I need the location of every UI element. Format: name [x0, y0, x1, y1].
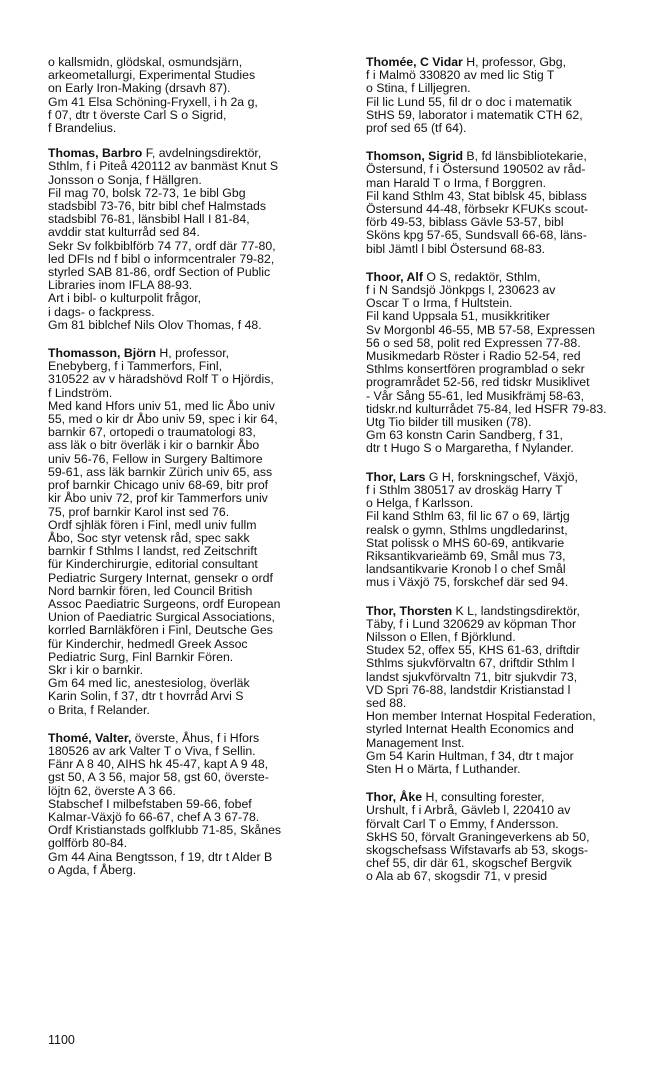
entry-text: G H, forskningschef, Växjö, — [425, 469, 578, 484]
biography-entry — [366, 791, 656, 883]
entry-text: Gm 41 Elsa Schöning-Fryxell, i h 2a g, — [48, 94, 258, 109]
entry-text: Oscar T o Irma, f Hultstein. — [366, 296, 513, 311]
entry-surname: Thomas, — [48, 146, 99, 161]
entry-text: VD Spri 76-88, landstdir Kristianstad l — [366, 682, 571, 697]
entry-text: Musikmedarb Röster i Radio 52-54, red — [366, 349, 581, 364]
entry-text: Fil kand Sthlm 43, Stat biblsk 45, biblass — [366, 188, 587, 203]
entry-given-name: Lars — [396, 469, 426, 484]
entry-text: Gm 63 konstn Carin Sandberg, f 31, — [366, 428, 563, 443]
entry-text: on Early Iron-Making (drsavh 87). — [48, 81, 231, 96]
entry-text: Utg Tio bilder till musiken (78). — [366, 415, 532, 430]
entry-text: Sekr Sv folkbiblförb 74 77, ordf där 77-80, — [48, 238, 276, 253]
entry-text: stadsbibl 76-81, länsbibl Hall I 81-84, — [48, 212, 250, 227]
entry-text: Sv Morgonbl 46-55, MB 57-58, Expressen — [366, 322, 595, 337]
entry-text: f i Sthlm 380517 av droskäg Harry T — [366, 482, 563, 497]
entry-text: für Kinderchirurgie, editorial consultant — [48, 557, 258, 572]
entry-text: Fil mag 70, bolsk 72-73, 1e bibl Gbg — [48, 185, 246, 200]
entry-text: für Kinderchir, hedmedl Greek Assoc — [48, 636, 248, 651]
entry-text: 59-61, ass läk barnkir Zürich univ 65, ass — [48, 464, 273, 479]
biography-entry — [48, 56, 344, 135]
entry-surname: Thomasson, — [48, 346, 121, 361]
entry-text: SkHS 50, förvalt Graningeverkens ab 50, — [366, 829, 590, 844]
entry-text: Hon member Internat Hospital Federation, — [366, 709, 596, 724]
entry-text: mus i Växjö 75, forskchef där sed 94. — [366, 575, 569, 590]
entry-text: Sthlm, f i Piteå 420112 av banmäst Knut S — [48, 159, 279, 174]
entry-given-name: Thorsten — [396, 603, 453, 618]
entry-given-name: Sigrid — [424, 149, 464, 164]
entry-surname: Thor, — [366, 469, 397, 484]
entry-text: realsk o gymn, Sthlms ungdledarinst, — [366, 522, 568, 537]
entry-text: o Stina, f Lilljegren. — [366, 81, 471, 96]
page-number: 1100 — [48, 1033, 75, 1047]
entry-text: golfförb 80-84. — [48, 836, 128, 851]
entry-surname: Thomson, — [366, 149, 425, 164]
entry-line — [366, 763, 656, 776]
entry-text: Ordf Kristianstads golfklubb 71-85, Skånes — [48, 823, 282, 838]
entry-line — [366, 243, 656, 256]
entry-text: O S, redaktör, Sthlm, — [422, 269, 541, 284]
biography-entry — [366, 271, 656, 456]
entry-text: landst sjukvförvaltn 71, bitr sjukvdir 73, — [366, 669, 578, 684]
entry-text: o Agda, f Åberg. — [48, 862, 137, 877]
entry-text: Gm 54 Karin Hultman, f 34, dtr t major — [366, 748, 574, 763]
biography-entry — [366, 150, 656, 256]
entry-text: Union of Paediatric Surgical Associations, — [48, 610, 275, 625]
entry-text: Kalmar-Växjö fo 66-67, chef A 3 67-78. — [48, 809, 260, 824]
entry-line — [366, 122, 656, 135]
entry-text: gst 50, A 3 56, major 58, gst 60, överste- — [48, 770, 269, 785]
entry-text: Östersund 44-48, förbsekr KFUKs scout- — [366, 202, 589, 217]
entry-text: förb 49-53, biblass Gävle 53-57, bibl — [366, 215, 564, 230]
entry-text: barnkir 67, ortopedi o traumatologi 83, — [48, 425, 256, 440]
entry-text: avddir stat kulturråd sed 84. — [48, 225, 200, 240]
entry-text: prof sed 65 (tf 64). — [366, 121, 467, 136]
entry-line — [48, 122, 344, 135]
entry-text: Fänr A 8 40, AIHS hk 45-47, kapt A 9 48, — [48, 757, 269, 772]
entry-text: Assoc Paediatric Surgeons, ordf European — [48, 596, 281, 611]
entry-text: led DFIs nd f bibl o informcentraler 79-82, — [48, 251, 275, 266]
entry-text: Art i bibl- o kulturpolit frågor, — [48, 291, 202, 306]
entry-line — [48, 864, 344, 877]
entry-text: tidskr.nd kulturrådet 75-84, led HSFR 79-83. — [366, 401, 607, 416]
entry-line — [366, 442, 656, 455]
entry-text: dtr t Hugo S o Margaretha, f Nylander. — [366, 441, 574, 456]
entry-text: i dags- o fackpress. — [48, 304, 155, 319]
entry-given-name: Alf — [403, 269, 423, 284]
entry-text: Riksantikvarieämb 69, Smål mus 73, — [366, 548, 566, 563]
entry-text: Åbo, Soc styr vetensk råd, spec sakk — [48, 530, 250, 545]
biography-entry — [48, 732, 344, 877]
entry-line — [366, 684, 656, 697]
entry-text: ass läk o bitr överläk i kir o barnkir Åbo — [48, 438, 260, 453]
entry-text: skogschefsass Wifstavarfs ab 53, skogs- — [366, 842, 589, 857]
entry-text: styrled SAB 81-86, ordf Section of Public — [48, 265, 271, 280]
entry-text: 56 o sed 58, polit red Expressen 77-88. — [366, 335, 581, 350]
entry-text: landsantikvarie Kronob l o chef Smål — [366, 562, 566, 577]
entry-text: Libraries inom IFLA 88-93. — [48, 278, 193, 293]
entry-text: K L, landstingsdirektör, — [452, 603, 580, 618]
entry-given-name: Åke — [396, 790, 423, 805]
entry-text: man Harald T o Irma, f Borggren. — [366, 175, 546, 190]
entry-text: bibl Jämtl l bibl Östersund 68-83. — [366, 241, 546, 256]
entry-text: Sthlms sjukvförvaltn 67, driftdir Sthlm l — [366, 656, 575, 671]
biography-entry — [48, 347, 344, 717]
entry-line — [48, 319, 344, 332]
left-column — [48, 56, 344, 892]
entry-text: 310522 av v häradshövd Rolf T o Hjördis, — [48, 372, 274, 387]
entry-text: Enebyberg, f i Tammerfors, Finl, — [48, 359, 223, 374]
entry-text: Stabschef I milbefstaben 59-66, fobef — [48, 796, 252, 811]
entry-surname: Thomée, — [366, 55, 417, 69]
entry-text: Urshult, f i Arbrå, Gävleb l, 220410 av — [366, 803, 571, 818]
entry-text: Stat polissk o MHS 60-69, antikvarie — [366, 535, 565, 550]
entry-text: arkeometallurgi, Experimental Studies — [48, 68, 256, 83]
entry-text: Jonsson o Sonja, f Hällgren. — [48, 172, 202, 187]
entry-line — [48, 704, 344, 717]
entry-text: chef 55, dir där 61, skogschef Bergvik — [366, 856, 572, 871]
entry-text: Fil kand Sthlm 63, fil lic 67 o 69, lärtjg — [366, 509, 570, 524]
entry-text: Fil lic Lund 55, fil dr o doc i matematik — [366, 94, 572, 109]
entry-text: f Lindström. — [48, 385, 113, 400]
entry-text: Studex 52, offex 55, KHS 61-63, driftdir — [366, 643, 580, 658]
entry-text: stadsbibl 73-76, bitr bibl chef Halmstads — [48, 199, 267, 214]
biography-entry — [366, 56, 656, 135]
biography-entry — [48, 147, 344, 332]
entry-surname: Thor, — [366, 790, 397, 805]
entry-text: Täby, f i Lund 320629 av köpman Thor — [366, 616, 577, 631]
entry-text: Management Inst. — [366, 735, 465, 750]
entry-given-name: Valter, — [91, 730, 132, 745]
entry-text: Sten H o Märta, f Luthander. — [366, 761, 521, 776]
entry-given-name: C Vidar — [416, 55, 463, 69]
entry-text: f i Malmö 330820 av med lic Stig T — [366, 68, 555, 83]
right-column — [366, 56, 656, 899]
entry-line — [366, 576, 656, 589]
entry-text: H, consulting forester, — [422, 790, 545, 805]
entry-text: Skr i kir o barnkir. — [48, 662, 143, 677]
entry-text: kir Åbo univ 72, prof kir Tammerfors univ — [48, 491, 268, 506]
entry-text: Sköns kpg 57-65, Sundsvall 66-68, läns- — [366, 228, 587, 243]
entry-text: o Helga, f Karlsson. — [366, 496, 474, 511]
entry-text: styrled Internat Health Economics and — [366, 722, 574, 737]
entry-text: F, avdelningsdirektör, — [142, 146, 262, 161]
entry-text: Fil kand Uppsala 51, musikkritiker — [366, 309, 550, 324]
entry-text: löjtn 62, överste A 3 66. — [48, 783, 176, 798]
entry-text: o Ala ab 67, skogsdir 71, v presid — [366, 869, 548, 884]
entry-text: H, professor, — [155, 346, 230, 361]
entry-text: H, professor, Gbg, — [462, 55, 567, 69]
entry-text: 180526 av ark Valter T o Viva, f Sellin. — [48, 743, 256, 758]
entry-text: 75, prof barnkir Karol inst sed 76. — [48, 504, 230, 519]
entry-text: f i N Sandsjö Jönkpgs l, 230623 av — [366, 283, 556, 298]
entry-surname: Thomé, — [48, 730, 92, 745]
entry-given-name: Björn — [120, 346, 156, 361]
entry-line — [366, 870, 656, 883]
entry-text: f 07, dtr t överste Carl S o Sigrid, — [48, 107, 227, 122]
biography-entry — [366, 471, 656, 590]
entry-surname: Thoor, — [366, 269, 404, 284]
entry-text: Gm 64 med lic, anestesiolog, överläk — [48, 676, 250, 691]
entry-text: programrådet 52-56, red tidskr Musiklivet — [366, 375, 590, 390]
entry-text: B, fd länsbibliotekarie, — [463, 149, 587, 164]
entry-text: Karin Solin, f 37, dtr t hovrråd Arvi S — [48, 689, 244, 704]
entry-text: o kallsmidn, glödskal, osmundsjärn, — [48, 55, 243, 69]
entry-text: univ 56-76, Fellow in Surgery Baltimore — [48, 451, 263, 466]
entry-text: Med kand Hfors univ 51, med lic Åbo univ — [48, 398, 275, 413]
entry-text: Pediatric Surgery Internat, gensekr o ordf — [48, 570, 273, 585]
entry-text: Östersund, f i Östersund 190502 av råd- — [366, 162, 586, 177]
entry-text: Gm 44 Aina Bengtsson, f 19, dtr t Alder B — [48, 849, 273, 864]
entry-text: Nilsson o Ellen, f Björklund. — [366, 629, 516, 644]
entry-text: o Brita, f Relander. — [48, 702, 150, 717]
biography-entry — [366, 605, 656, 777]
entry-text: Nord barnkir fören, led Council British — [48, 583, 253, 598]
entry-text: förvalt Carl T o Emmy, f Andersson. — [366, 816, 559, 831]
entry-text: Gm 81 biblchef Nils Olov Thomas, f 48. — [48, 317, 262, 332]
entry-text: f Brandelius. — [48, 121, 117, 136]
entry-text: överste, Åhus, f i Hfors — [131, 730, 260, 745]
entry-text: - Vår Sång 55-61, led Musikfrämj 58-63, — [366, 388, 585, 403]
entry-surname: Thor, — [366, 603, 397, 618]
entry-text: Pediatric Surg, Finl Barnkir Fören. — [48, 649, 234, 664]
entry-text: korrled Barnläkfören i Finl, Deutsche Ges — [48, 623, 273, 638]
entry-text: barnkir f Sthlms l landst, red Zeitschrift — [48, 544, 258, 559]
entry-text: Sthlms konsertfören programblad o sekr — [366, 362, 585, 377]
entry-text: StHS 59, laborator i matematik CTH 62, — [366, 107, 583, 122]
entry-text: 55, med o kir dr Åbo univ 59, spec i kir 64, — [48, 412, 278, 427]
entry-given-name: Barbro — [98, 146, 143, 161]
entry-text: Ordf sjhläk fören i Finl, medl univ fullm — [48, 517, 257, 532]
entry-text: sed 88. — [366, 695, 407, 710]
entry-text: prof barnkir Chicago univ 68-69, bitr prof — [48, 478, 269, 493]
